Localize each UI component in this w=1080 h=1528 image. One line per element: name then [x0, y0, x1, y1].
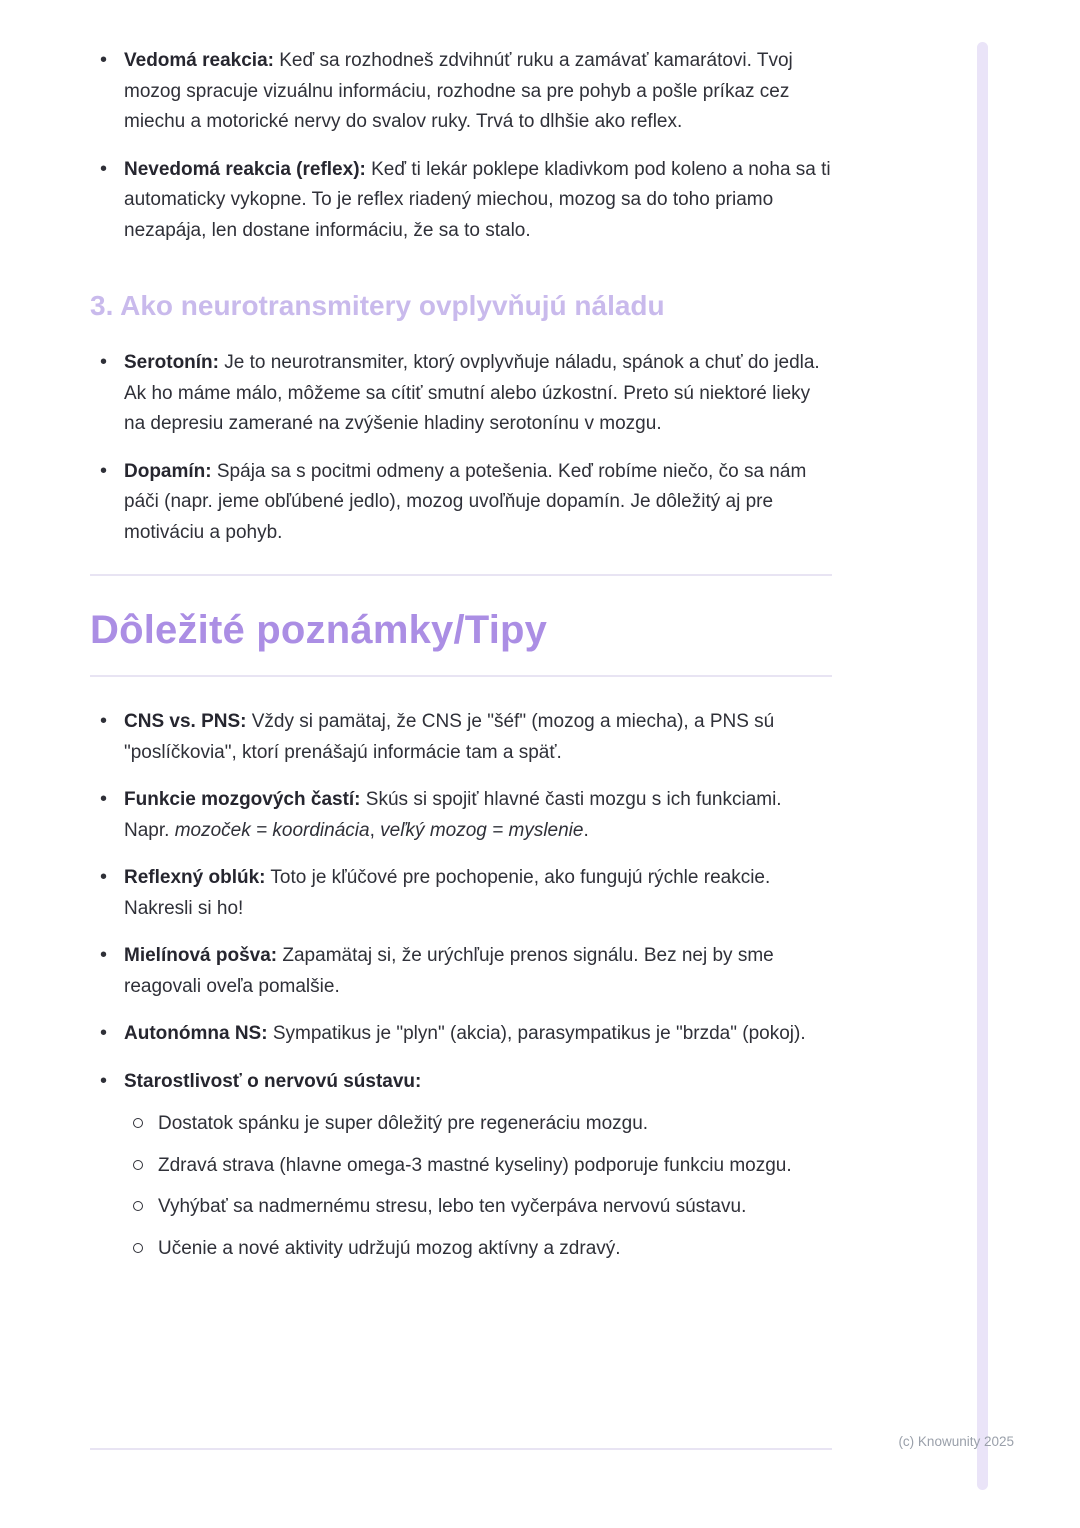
scrollbar[interactable] [977, 42, 988, 1490]
bullet-lead: Nevedomá reakcia (reflex): [124, 158, 366, 180]
reactions-list [90, 46, 832, 246]
bullet-item [90, 1067, 832, 1265]
bullet-lead: Serotonín: [124, 352, 219, 373]
document-content [90, 46, 832, 1281]
tips-list [90, 707, 832, 1264]
sub-bullet-item: Dostatok spánku je super dôležitý pre regeneráciu mozgu. [124, 1109, 832, 1140]
neurotransmitters-list [90, 348, 832, 548]
bullet-item [90, 155, 832, 247]
bullet-lead: Funkcie mozgových častí: [124, 789, 361, 810]
bullet-text: Je to neurotransmiter, ktorý ovplyvňuje náladu, spánok a chuť do jedla. Ak ho máme málo, môžeme sa cítiť smutní alebo úzkostní. Preto sú niektoré lieky na depresiu zamerané na zvýšenie hladiny serotonínu v mozgu. [124, 352, 820, 434]
bullet-lead: CNS vs. PNS: [124, 711, 247, 732]
bullet-text: Zapamätaj si, že urýchľuje prenos signálu. Bez nej by sme reagovali oveľa pomalšie. [124, 945, 774, 997]
sub-bullet-item: Zdravá strava (hlavne omega-3 mastné kyseliny) podporuje funkciu mozgu. [124, 1151, 832, 1182]
bullet-text: . [583, 819, 589, 841]
sub-bullet-item: Učenie a nové aktivity udržujú mozog aktívny a zdravý. [124, 1234, 832, 1265]
copyright-text: (c) Knowunity 2025 [898, 1434, 1014, 1449]
bullet-lead: Starostlivosť o nervovú sústavu: [124, 1070, 422, 1092]
bullet-item [90, 941, 832, 1002]
bullet-lead: Vedomá reakcia: [124, 50, 274, 71]
section-heading-neurotransmitters: 3. Ako neurotransmitery ovplyvňujú náladu [90, 290, 665, 321]
bullet-text-italic: mozoček = koordinácia [174, 819, 370, 841]
care-sublist [124, 1109, 832, 1264]
bullet-text: Keď ti lekár poklepe kladivkom pod koleno a noha sa ti automaticky vykopne. To je reflex riadený miechou, mozog sa do toho priamo nezapája, len dostane informáciu, že sa to stalo. [124, 158, 831, 241]
footer-divider [90, 1448, 832, 1450]
bullet-item [90, 863, 832, 924]
bullet-text: , [369, 819, 381, 841]
heading-divider [90, 675, 832, 677]
bullet-item [90, 348, 832, 440]
bullet-text: Spája sa s pocitmi odmeny a potešenia. Keď robíme niečo, čo sa nám páči (napr. jeme obľúbené jedlo), mozog uvoľňuje dopamín. Je dôležitý aj pre motiváciu a pohyb. [124, 460, 807, 543]
bullet-item [90, 46, 832, 138]
bullet-text: Skús si spojiť hlavné časti mozgu s ich funkciami. Napr. [124, 789, 782, 841]
bullet-item [90, 707, 832, 768]
bullet-item [90, 457, 832, 549]
bullet-item [90, 785, 832, 846]
bullet-lead: Dopamín: [124, 460, 212, 482]
bullet-lead: Autonómna NS: [124, 1023, 268, 1044]
bullet-text: Vždy si pamätaj, že CNS je "šéf" (mozog a miecha), a PNS sú "poslíčkovia", ktorí prenášajú informácie tam a späť. [124, 711, 775, 763]
bullet-text: Keď sa rozhodneš zdvihnúť ruku a zamávať kamarátovi. Tvoj mozog spracuje vizuálnu informáciu, rozhodne sa pre pohyb a pošle príkaz cez miechu a motorické nervy do svalov ruky. Trvá to dlhšie ako reflex. [124, 50, 793, 132]
bullet-text: Sympatikus je "plyn" (akcia), parasympatikus je "brzda" (pokoj). [267, 1023, 806, 1044]
bullet-lead: Mielínová pošva: [124, 945, 278, 966]
page-heading-tips: Dôležité poznámky/Tipy [90, 608, 548, 652]
section-divider [90, 574, 832, 576]
bullet-text: Toto je kľúčové pre pochopenie, ako fungujú rýchle reakcie. Nakresli si ho! [124, 867, 771, 919]
sub-bullet-item: Vyhýbať sa nadmernému stresu, lebo ten vyčerpáva nervovú sústavu. [124, 1192, 832, 1223]
bullet-lead: Reflexný oblúk: [124, 867, 266, 888]
bullet-text-italic: veľký mozog = myslenie [380, 819, 584, 841]
bullet-item [90, 1019, 832, 1050]
